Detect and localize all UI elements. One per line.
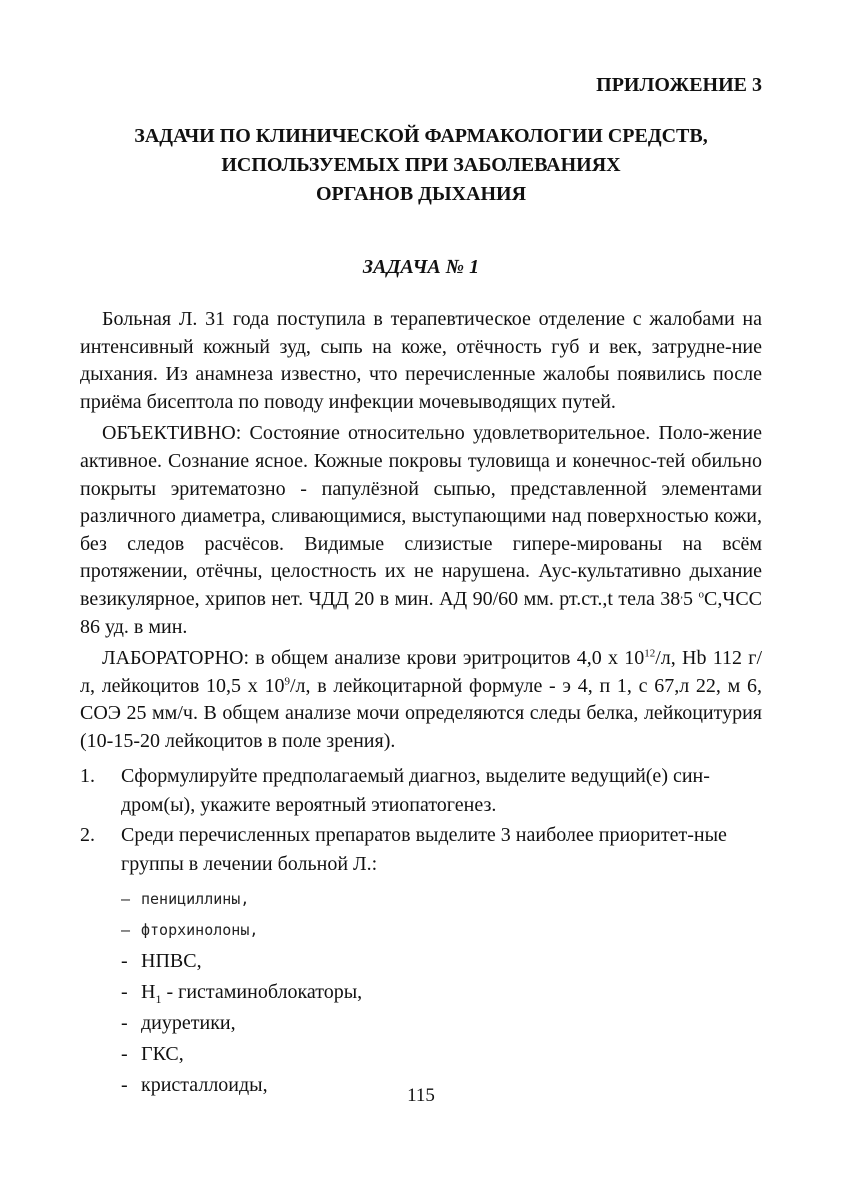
- task-heading: ЗАДАЧА № 1: [362, 256, 480, 278]
- lab-text-2: /л, Hb 112 г/л, лейкоцитов 10,5 х 10: [80, 647, 762, 697]
- questions-list: [80, 762, 762, 1103]
- objective-paragraph: [80, 420, 762, 641]
- case-intro: Больная Л. 31 года поступила в терапевтическое отделение с жалобами на интенсивный кожный зуд, сыпь на коже, отёчность губ и век, затрудне-ние дыхания. Из анамнеза известно, что перечисленные жалобы появились после приёма бисептола по поводу инфекции мочевыводящих путей.: [80, 308, 762, 413]
- lab-label: ЛАБОРАТОРНО: [102, 647, 244, 670]
- drug-options-list: [121, 884, 762, 1101]
- lab-text-3: /л, в лейкоцитарной формуле - э 4, п 1, с 67,л 22, м 6, СОЭ 25 мм/ч. В общем анализе мочи определяются следы белка, лейкоцитурия (10-15-20 лейкоцитов в поле зрения).: [80, 674, 762, 752]
- option-item: – пенициллины,: [121, 884, 762, 915]
- objective-text: : Состояние относительно удовлетворительное. Поло-жение активное. Сознание ясное. Кожные покровы туловища и конечнос-тей обильно покрыты эритематозно - папулёзной сыпью, представленной элементами различного диаметра, сливающимися, выступающими над поверхностью кожи, без следов расчёсов. Видимые слизистые гипере-мированы на всём протяжении, отёчны, целостность их не нарушена. Аус-культативно дыхание везикулярное, хрипов нет. ЧДД 20 в мин. АД 90/60 мм. рт.ст.,t тела 38: [80, 422, 762, 610]
- lab-exponent-1: 12: [644, 647, 656, 660]
- case-text: [80, 306, 762, 756]
- temp-superscript: ,: [680, 588, 684, 601]
- option-h1-letter: Н: [141, 981, 156, 1003]
- option-item: [121, 977, 762, 1008]
- option-item: - диуретики,: [121, 1008, 762, 1039]
- option-item: - кристаллоиды,: [121, 1070, 762, 1101]
- option-item: - ГКС,: [121, 1039, 762, 1070]
- page-title: [80, 122, 762, 209]
- temp-rest: 5: [683, 587, 699, 610]
- title-line: ИСПОЛЬЗУЕМЫХ ПРИ ЗАБОЛЕВАНИЯХ: [221, 154, 621, 176]
- option-item: – фторхинолоны,: [121, 915, 762, 946]
- appendix-label: ПРИЛОЖЕНИЕ 3: [596, 74, 762, 96]
- lab-paragraph: [80, 645, 762, 755]
- objective-tail: С,ЧСС 86 уд. в мин.: [80, 587, 763, 638]
- question-text: Сформулируйте предполагаемый диагноз, выделите ведущий(е) син-дром(ы), укажите вероятный этиопатогенез.: [121, 765, 710, 816]
- question-text: Среди перечисленных препаратов выделите 3 наиболее приоритет-ные группы в лечении больной Л.:: [121, 824, 727, 875]
- degree-superscript: о: [698, 588, 704, 601]
- question-item: [80, 762, 762, 819]
- lab-exponent-2: 9: [284, 675, 290, 688]
- lab-text-1: : в общем анализе крови эритроцитов 4,0 х 10: [243, 647, 645, 670]
- title-line: ОРГАНОВ ДЫХАНИЯ: [315, 183, 527, 205]
- option-h1-rest: - гистаминоблокаторы,: [161, 981, 363, 1003]
- option-item: - НПВС,: [121, 946, 762, 977]
- option-h1-subscript: 1: [155, 992, 162, 1006]
- objective-label: ОБЪЕКТИВНО: [102, 422, 236, 445]
- question-number: 1.: [80, 765, 95, 787]
- title-line: ЗАДАЧИ ПО КЛИНИЧЕСКОЙ ФАРМАКОЛОГИИ СРЕДСТВ,: [134, 125, 708, 147]
- question-number: 2.: [80, 824, 95, 846]
- question-item: [80, 821, 762, 1101]
- page-number: 115: [407, 1085, 435, 1106]
